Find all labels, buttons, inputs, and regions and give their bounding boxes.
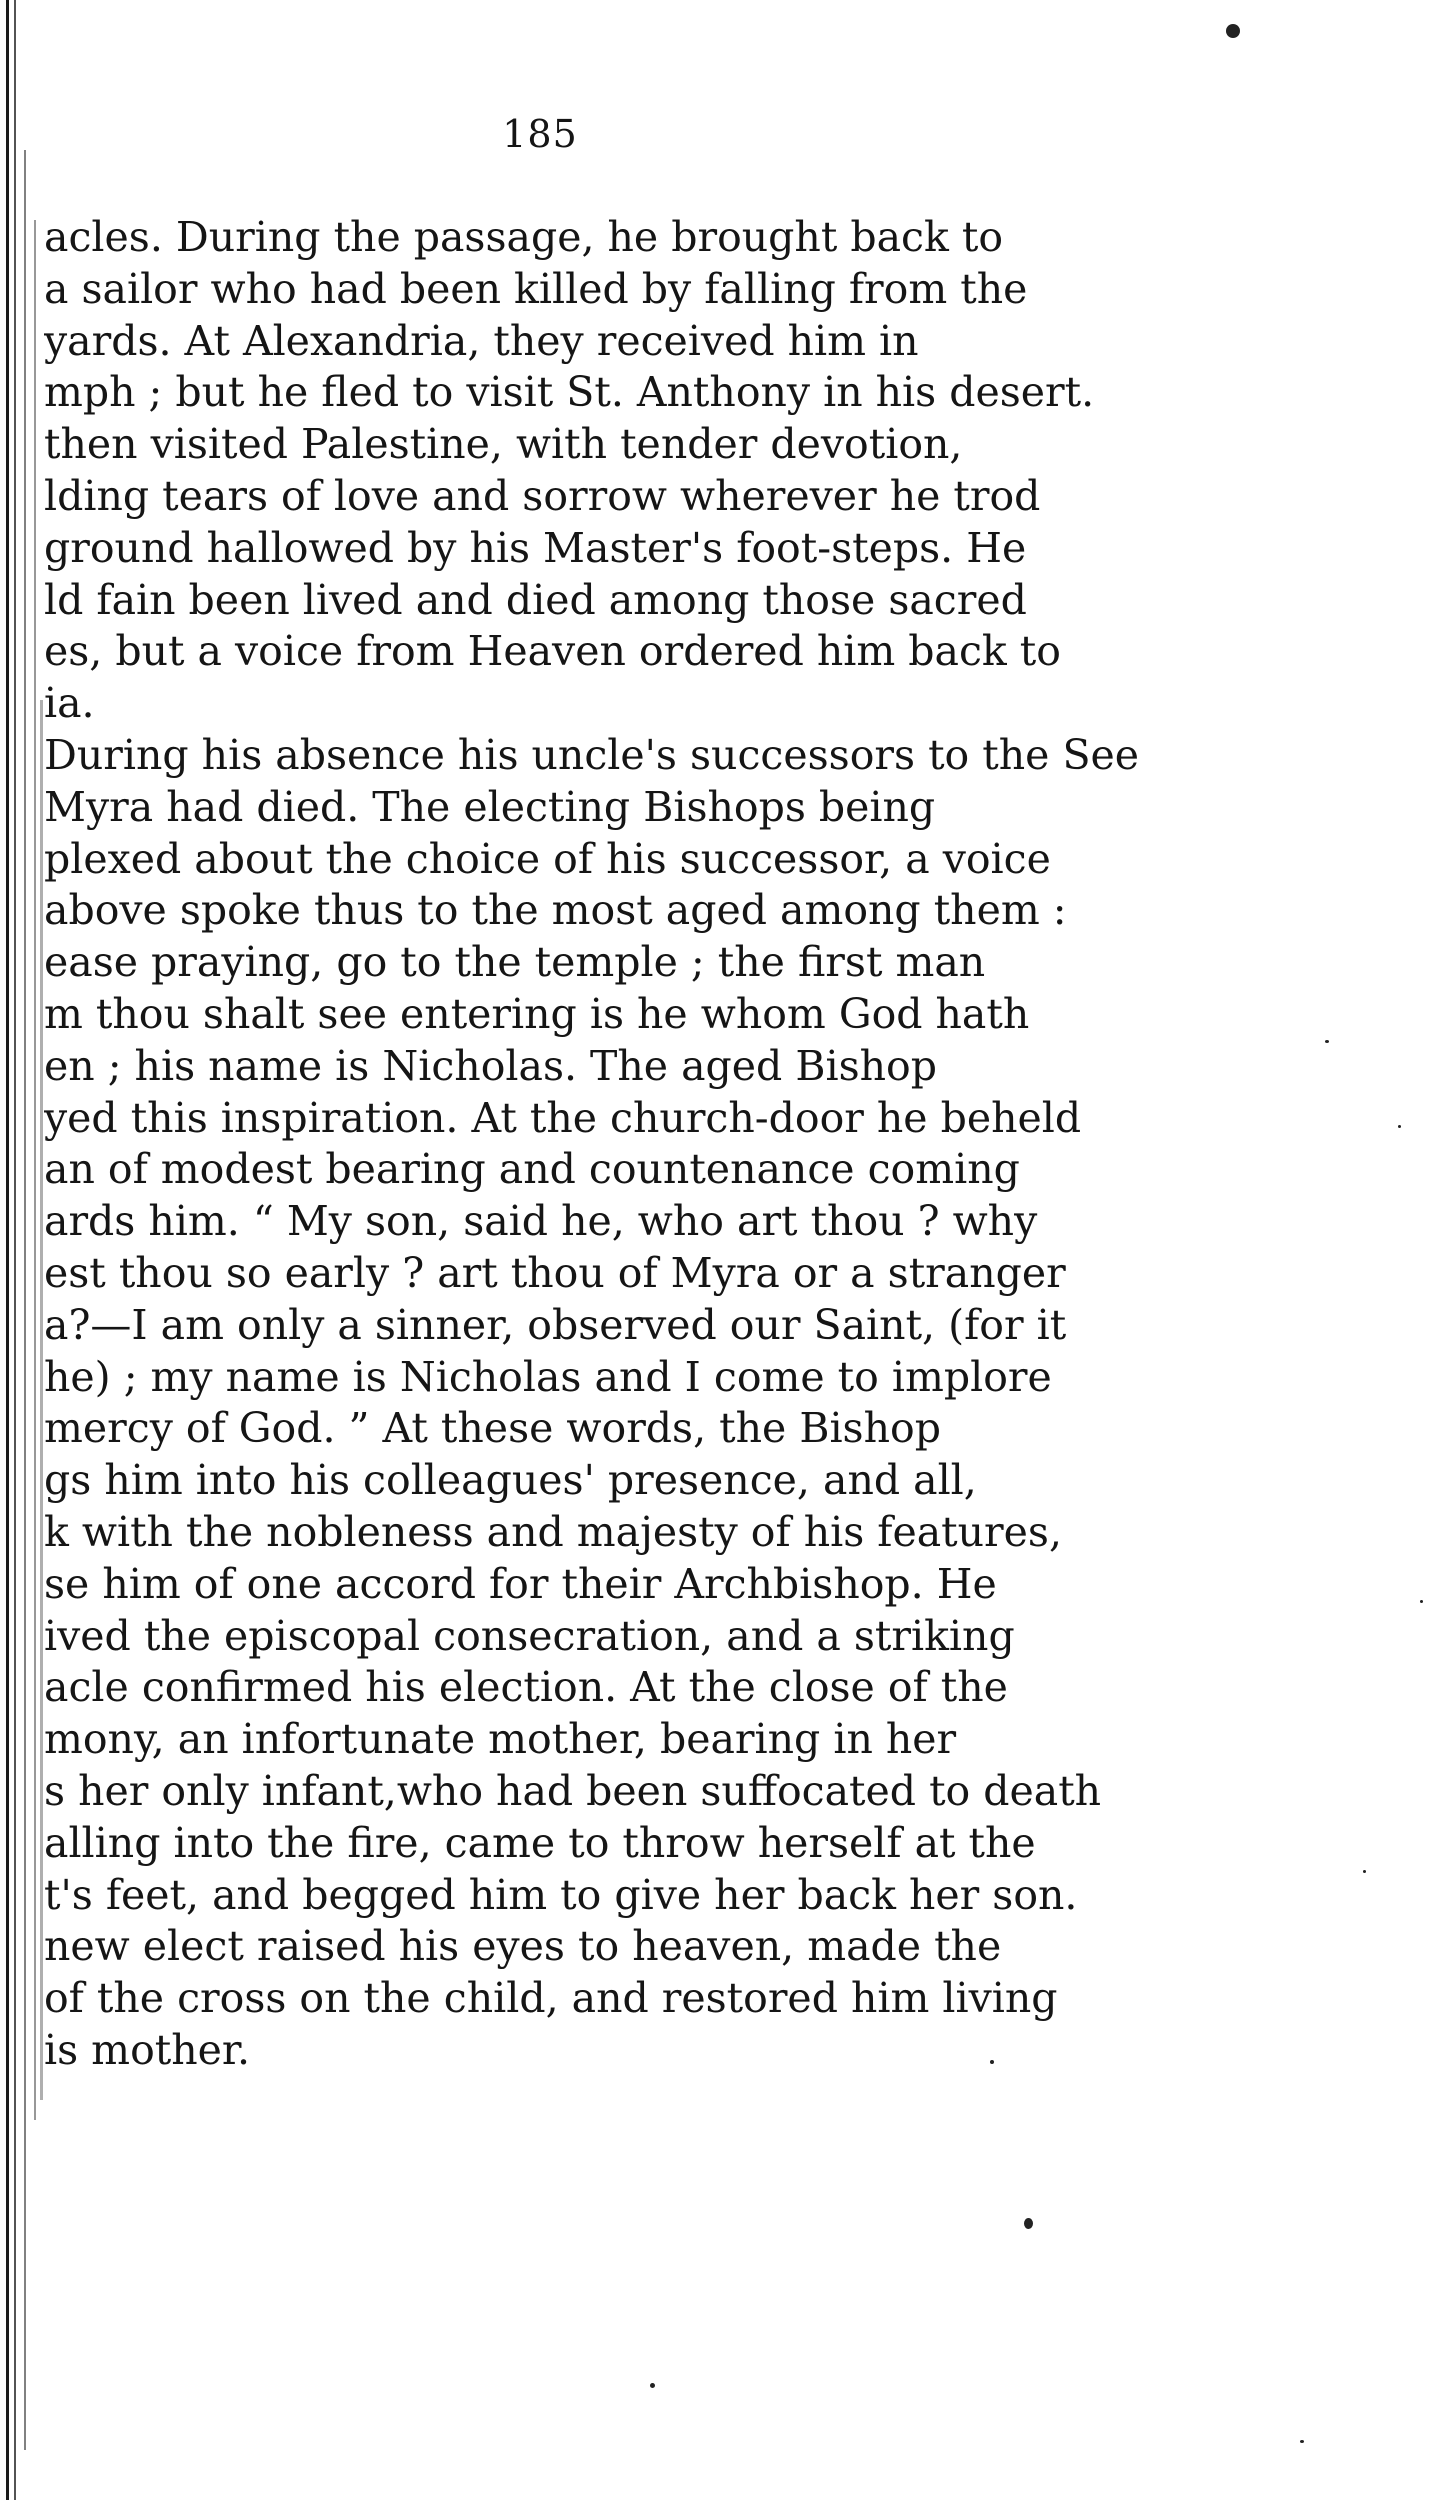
text-line: s her only infant,who had been suffocated to death (44, 1766, 1102, 1815)
text-line: plexed about the choice of his successor, a voice (44, 834, 1051, 883)
text-line: mony, an infortunate mother, bearing in her (44, 1715, 957, 1764)
binding-gutter (0, 0, 48, 2500)
text-line: es, but a voice from Heaven ordered him back to (44, 627, 1061, 676)
text-line: alling into the fire, came to throw herself at the (44, 1818, 1036, 1867)
text-line: se him of one accord for their Archbishop. He (44, 1559, 997, 1608)
text-line: ground hallowed by his Master's foot-steps. He (44, 523, 1027, 572)
text-line: is mother. (44, 2025, 251, 2074)
text-line: a sailor who had been killed by falling from the (44, 264, 1028, 313)
text-line: ld fain been lived and died among those sacred (44, 575, 1027, 624)
text-line: ived the episcopal consecration, and a striking (44, 1611, 1015, 1660)
text-line: t's feet, and begged him to give her back her son. (44, 1870, 1078, 1919)
text-line: a?—I am only a sinner, observed our Saint, (for it (44, 1300, 1067, 1349)
text-line: new elect raised his eyes to heaven, made the (44, 1922, 1002, 1971)
text-line: acles. During the passage, he brought back to (44, 213, 1004, 261)
text-line: During his absence his uncle's successors to the See (44, 730, 1140, 779)
text-line: yed this inspiration. At the church-door he beheld (44, 1093, 1082, 1142)
text-line: ia. (44, 679, 95, 728)
text-line: yards. At Alexandria, they received him in (44, 316, 919, 365)
text-line: lding tears of love and sorrow wherever he trod (44, 471, 1041, 520)
text-line: mercy of God. ” At these words, the Bishop (44, 1404, 941, 1453)
text-line: of the cross on the child, and restored him living (44, 1974, 1058, 2023)
text-line: ease praying, go to the temple ; the first man (44, 938, 986, 987)
text-line: m thou shalt see entering is he whom God hath (44, 989, 1030, 1038)
text-line: en ; his name is Nicholas. The aged Bishop (44, 1041, 937, 1090)
body-text (44, 212, 1164, 2077)
text-line: an of modest bearing and countenance coming (44, 1145, 1020, 1194)
text-line: acle confirmed his election. At the close of the (44, 1663, 1008, 1712)
text-line: gs him into his colleagues' presence, and all, (44, 1456, 977, 1505)
text-line: mph ; but he fled to visit St. Anthony in his desert. (44, 368, 1095, 417)
text-line: above spoke thus to the most aged among them : (44, 886, 1067, 935)
text-line: ards him. “ My son, said he, who art thou ? why (44, 1197, 1038, 1246)
text-line: est thou so early ? art thou of Myra or a stranger (44, 1248, 1066, 1297)
text-line: Myra had died. The electing Bishops being (44, 782, 936, 831)
text-line: then visited Palestine, with tender devotion, (44, 420, 963, 469)
page-number: 185 (502, 112, 578, 156)
text-line: k with the nobleness and majesty of his features, (44, 1507, 1062, 1556)
text-line: he) ; my name is Nicholas and I come to implore (44, 1352, 1052, 1401)
